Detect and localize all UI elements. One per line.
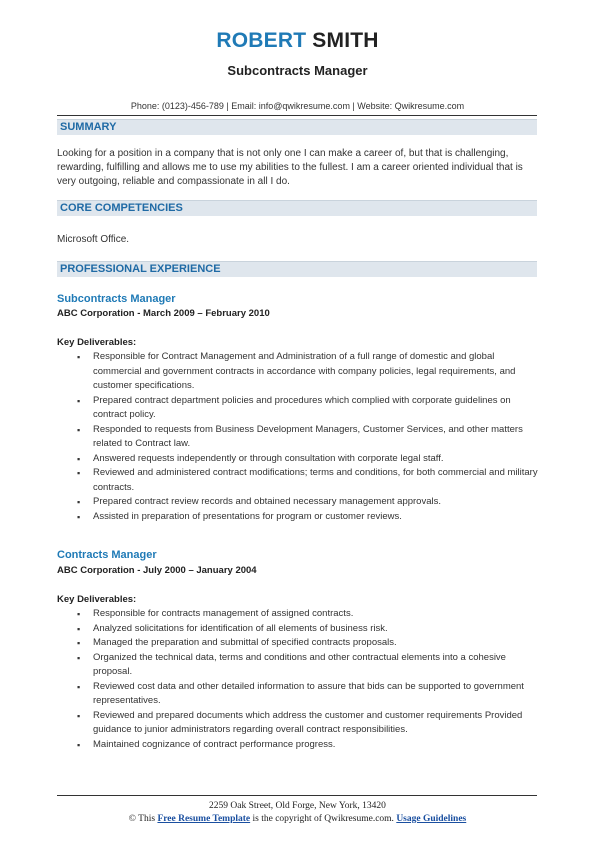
job-bullet-list [57,350,539,524]
job-company-dates: ABC Corporation - March 2009 – February 2010 [57,308,270,319]
competencies-heading: CORE COMPETENCIES [60,202,183,214]
list-item: ▪ Reviewed cost data and other detailed information to assure that bids can be supported to government representatives. [77,680,524,706]
list-item: ▪ Answered requests independently or through consultation with corporate legal staff. [57,452,539,467]
list-item: ▪ Reviewed and administered contract modifications; terms and conditions, for both commercial and military contracts. [77,467,538,493]
bullet-icon: ▪ [77,352,81,362]
bullet-icon: ▪ [77,424,81,435]
header-divider [57,115,537,116]
list-item: ▪ Responsible for contracts management of assigned contracts. [57,607,539,622]
competencies-text: Microsoft Office. [57,234,130,245]
footer-copyright [0,813,595,825]
bullet-icon: ▪ [77,681,81,692]
job-title: Contracts Manager [57,549,157,561]
candidate-name [0,30,595,52]
copyright-prefix: © This [128,814,156,824]
usage-guidelines-link[interactable]: Usage Guidelines [396,814,467,824]
footer-address: 2259 Oak Street, Old Forge, New York, 13420 [209,801,386,811]
list-item: ▪ Reviewed and prepared documents which address the customer and customer requirements Provided guidance to junior administrators regarding overall contract responsibilities. [77,709,523,735]
job-bullet-list [57,607,539,752]
job-title-heading: Subcontracts Manager [227,63,368,78]
job-title: Subcontracts Manager [57,293,176,305]
bullet-icon: ▪ [77,609,81,619]
bullet-icon: ▪ [77,468,81,478]
key-deliverables-label: Key Deliverables: [57,337,137,348]
list-item: ▪ Prepared contract review records and obtained necessary management approvals. [57,495,539,510]
free-resume-template-link[interactable]: Free Resume Template [157,814,251,824]
list-item: ▪ Maintained cognizance of contract performance progress. [57,738,539,753]
bullet-icon: ▪ [77,710,81,721]
list-item: ▪ Analyzed solicitations for identification of all elements of business risk. [57,622,539,637]
list-item: ▪ Prepared contract department policies and procedures which complied with corporate guidelines on contract policy. [77,394,511,420]
footer-divider [57,795,537,796]
bullet-icon: ▪ [77,623,81,634]
list-item: ▪ Responsible for Contract Management and Administration of a full range of domestic and global commercial and government contracts in accordance with company policies, legal requirements, and customer specifications. [77,351,516,391]
list-item: ▪ Responded to requests from Business Development Managers, Customer Services, and other matters related to Contract law. [77,423,523,449]
bullet-icon: ▪ [77,453,81,464]
bullet-icon: ▪ [77,652,81,663]
copyright-middle: is the copyright of Qwikresume.com. [252,814,394,824]
list-item: ▪ Organized the technical data, terms and conditions and other contractual elements into a cohesive proposal. [77,651,506,677]
bullet-icon: ▪ [77,511,81,522]
bullet-icon: ▪ [77,638,81,648]
summary-heading: SUMMARY [60,121,117,133]
experience-section-header [57,261,537,277]
experience-heading: PROFESSIONAL EXPERIENCE [60,263,221,275]
summary-text: Looking for a position in a company that is not only one I can make a career of, but that is challenging, rewarding, fulfilling and allows me to use my abilities to the fullest. I am a career oriented individual that is very outgoing, reliable and compassionate in all I do. [57,148,523,187]
key-deliverables-label: Key Deliverables: [57,594,137,605]
contact-line: Phone: (0123)-456-789 | Email: info@qwikresume.com | Website: Qwikresume.com [130,101,465,111]
list-item: ▪ Managed the preparation and submittal of specified contracts proposals. [57,636,539,651]
bullet-icon: ▪ [77,739,81,750]
summary-section-header [57,119,537,135]
first-name: ROBERT [216,29,307,52]
job-company-dates: ABC Corporation - July 2000 – January 2004 [57,565,257,576]
last-name: SMITH [312,29,379,52]
competencies-section-header [57,200,537,216]
list-item: ▪ Assisted in preparation of presentations for program or customer reviews. [57,510,539,525]
bullet-icon: ▪ [77,497,81,507]
bullet-icon: ▪ [77,395,81,406]
